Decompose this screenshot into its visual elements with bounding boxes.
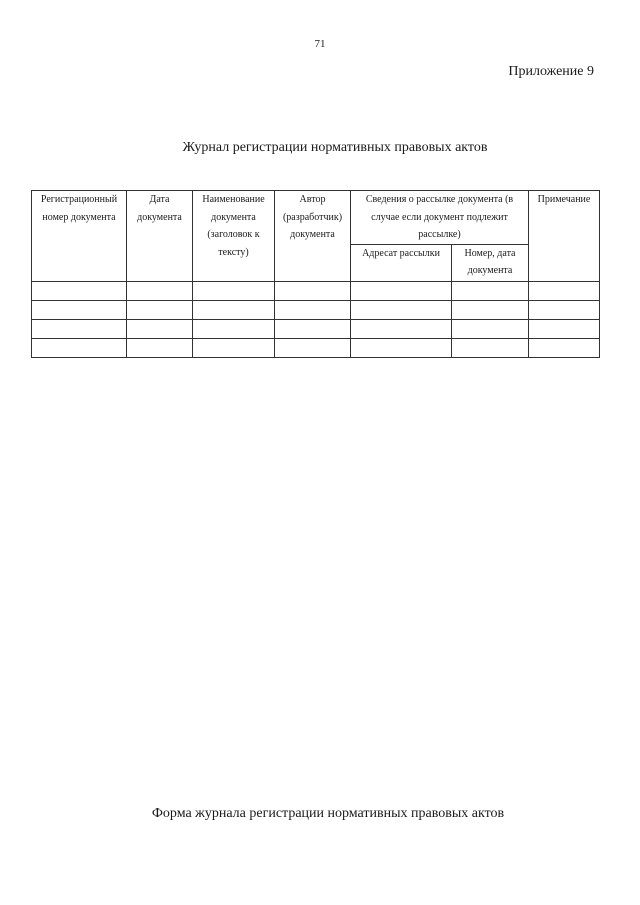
table-cell [127,319,193,338]
table-cell [127,281,193,300]
table-cell [193,300,275,319]
header-addressee: Адресат рассылки [351,244,452,281]
table-cell [275,281,351,300]
table-row [32,338,600,357]
table-cell [32,300,127,319]
header-doc-name: Наименование документа (заголовок к тексту) [193,191,275,282]
table-cell [127,338,193,357]
table-cell [529,338,600,357]
table-row [32,281,600,300]
table-cell [452,300,529,319]
journal-title: Журнал регистрации нормативных правовых актов [182,140,488,155]
table-cell [452,338,529,357]
table-cell [351,338,452,357]
header-mailing-info: Сведения о рассылке документа (в случае если документ подлежит рассылке) [351,191,529,245]
appendix-label: Приложение 9 [508,64,594,79]
header-reg-number: Регистрационный номер документа [32,191,127,282]
header-number-date: Номер, дата документа [452,244,529,281]
header-author: Автор (разработчик) документа [275,191,351,282]
table-cell [275,319,351,338]
table-cell [193,319,275,338]
table-cell [32,281,127,300]
table-cell [275,338,351,357]
table-cell [529,281,600,300]
table-cell [452,319,529,338]
table-cell [193,338,275,357]
form-caption: Форма журнала регистрации нормативных правовых актов [151,806,505,821]
table-cell [452,281,529,300]
table-cell [193,281,275,300]
table-cell [529,319,600,338]
registration-table [31,190,600,358]
table-cell [351,300,452,319]
table-row [32,300,600,319]
table-cell [351,281,452,300]
table-cell [32,319,127,338]
header-note: Примечание [529,191,600,282]
page-number: 71 [314,38,326,50]
table-cell [351,319,452,338]
table-cell [275,300,351,319]
table-cell [529,300,600,319]
header-doc-date: Дата документа [127,191,193,282]
table-cell [32,338,127,357]
table-row [32,319,600,338]
table-cell [127,300,193,319]
